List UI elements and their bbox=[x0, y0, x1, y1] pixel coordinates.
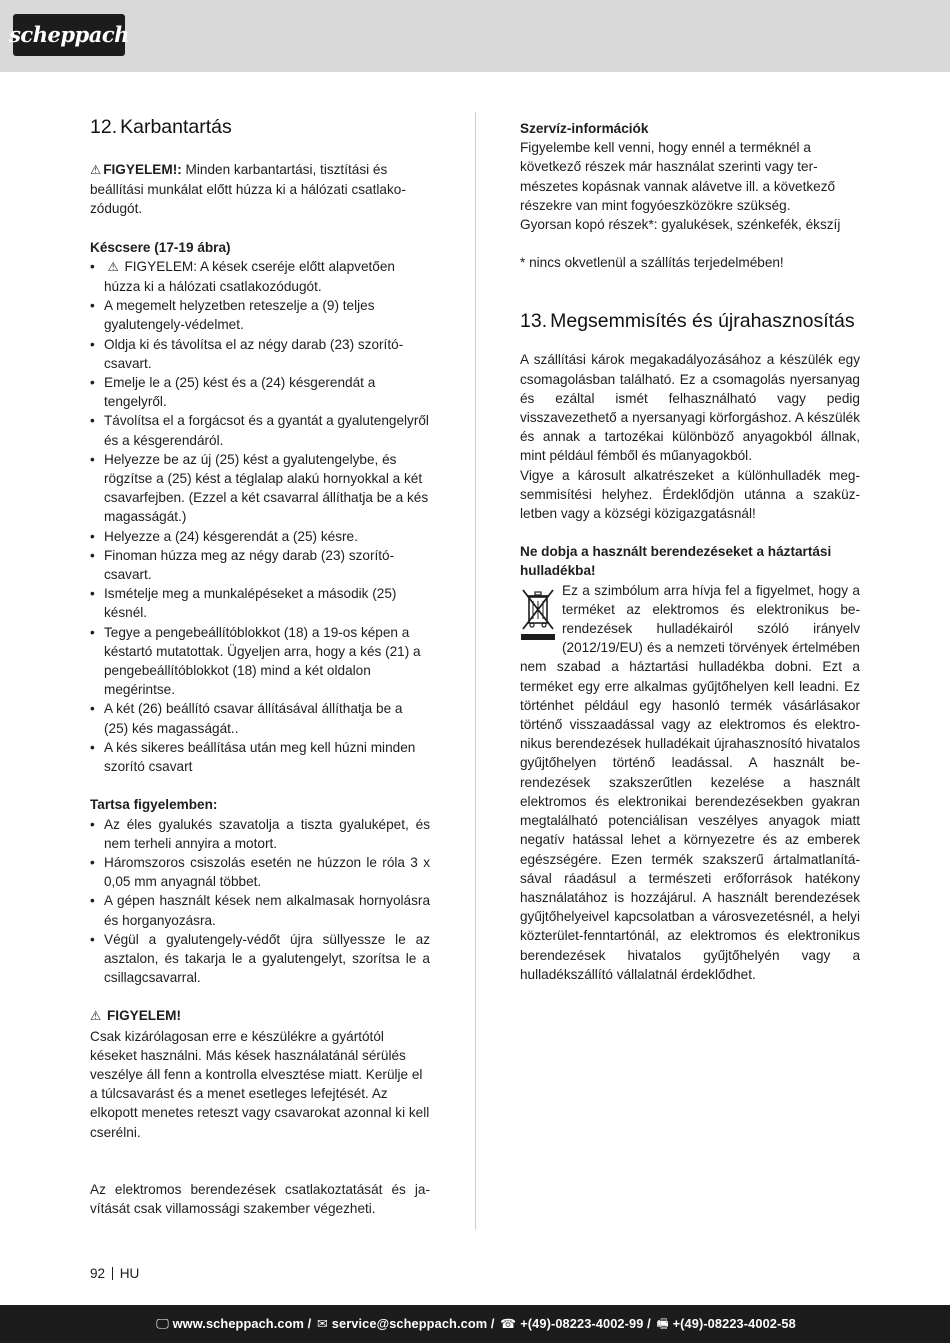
page-number-value: 92 bbox=[90, 1266, 106, 1281]
monitor-icon: 🖵 bbox=[156, 1316, 169, 1332]
list-item: • Finoman húzza meg az négy darab (23) szorítócsavart. bbox=[90, 546, 430, 584]
footer-email-link[interactable]: service@scheppach.com / bbox=[331, 1316, 495, 1332]
weee-heading: Ne dobja a használt berendezéseket a háztartási hulladékba! bbox=[520, 544, 832, 579]
warning-text: Minden karbantartási, tisztítási és beállítási munkálat előtt húzza ki a hálózati csatlakozódugót. bbox=[90, 162, 406, 217]
list-item: • Távolítsa el a forgácsot és a gyantát a gyalutengelyről és a késgerendáról. bbox=[90, 411, 430, 449]
warning-label: FIGYELEM!: bbox=[103, 162, 182, 177]
warning-1 bbox=[90, 160, 430, 219]
page-divider bbox=[112, 1267, 113, 1280]
warning-triangle-icon: ⚠ bbox=[104, 259, 119, 274]
warning-triangle-icon: ⚠ bbox=[90, 1009, 102, 1024]
list-item: • A két (26) beállító csavar állításával állíthatja be a (25) kés magasságát.. bbox=[90, 699, 430, 737]
list-item: • Helyezze a (24) késgerendát a (25) késre. bbox=[90, 527, 430, 546]
column-divider bbox=[475, 112, 476, 1230]
list-item: • Emelje le a (25) kést és a (24) késgerendát a tengelyről. bbox=[90, 373, 430, 411]
disposal-paragraph-2: Vigye a károsult alkatrészeket a különhulladék megsemmisítési helyhez. Érdeklődjön utánna a szaküzletben vagy a községi közigazgatásnál! bbox=[520, 467, 860, 522]
service-text: Figyelembe kell venni, hogy ennél a terméknél a következő részek már használat szerinti vagy természetes kopásnak vannak alávetve ill. a következő részekre van mint fogyóeszközökre szükség. bbox=[520, 140, 836, 213]
footer-phone: +(49)-08223-4002-99 / bbox=[520, 1316, 651, 1332]
left-column bbox=[90, 114, 430, 1218]
warning-triangle-icon: ⚠ bbox=[90, 163, 102, 177]
list-item: • Háromszoros csiszolás esetén ne húzzon le róla 3 x 0,05 mm anyagnál többet. bbox=[90, 853, 430, 891]
list-item: • A megemelt helyzetben reteszelje a (9) teljes gyalutengely-védelmet. bbox=[90, 296, 430, 334]
warning-label: FIGYELEM! bbox=[107, 1008, 182, 1024]
list-item: • Ismételje meg a munkalépéseket a második (25) késnél. bbox=[90, 584, 430, 622]
logo-text: scheppach bbox=[9, 22, 129, 48]
list-item bbox=[90, 257, 430, 296]
footer-bar bbox=[0, 1305, 950, 1343]
section-12-title bbox=[90, 114, 430, 140]
service-heading: Szervíz-információk bbox=[520, 121, 649, 136]
note-heading: Tartsa figyelemben: bbox=[90, 797, 218, 813]
phone-icon: ☎ bbox=[496, 1316, 517, 1332]
weee-block bbox=[520, 581, 860, 984]
page-number bbox=[90, 1264, 139, 1283]
fax-icon: 🖷 bbox=[652, 1316, 669, 1332]
weee-text: Ez a szimbólum arra hívja fel a figyelmet, hogy a terméket az elektromos és elektronikus berendezések hulladékairól szóló irányelv (2012/19/EU) és a nemzeti törvények értelmében nem szabad a háztartási hulladékba dobni. Ezt a terméket egy erre alkalmas gyűjtőhelyen kell leadni. Ez történhet például egy hasonló termék vásárlásakor történő visszaadással vagy az elektromos és elektronikus berendezések hulladékait újrahasznosító hivatalos gyűjtőhelyen történő leadással. A használt berendezések szakszerűtlen kezelése a használt elektromos és elektronikai berendezésekben gyakran megtalálható potenciálisan veszélyes anyagok miatt negatív hatással lehet a környezetre és az emberek egészségére. Ezen termék szakszerű ártalmatlanításával ráadásul a természeti erőforrások hatékony használatához is hozzájárul. A használt berendezések gyűjtőhelyeivel kapcsolatban a városvezetésnél, a helyi közterület-fenntartónál, az elektromos és elektronikus berendezések hivatalos gyűjtőhelyén vagy a hulladékszállító vállalatnál érdeklődhet. bbox=[520, 582, 860, 982]
knife-steps-list bbox=[90, 257, 430, 776]
right-column bbox=[520, 119, 860, 984]
list-item: • A kés sikeres beállítása után meg kell húzni minden szorító csavart bbox=[90, 738, 430, 776]
list-item: • A gépen használt kések nem alkalmasak hornyolásra és horganyozásra. bbox=[90, 891, 430, 929]
list-item: • Az éles gyalukés szavatolja a tiszta gyaluképet, és nem terheli annyira a motort. bbox=[90, 815, 430, 853]
list-item: • Végül a gyalutengely-védőt újra süllyessze le az asztalon, és takarja le a gyalutengelyt, szorítsa le a csillagcsavarral. bbox=[90, 930, 430, 988]
asterisk-note: * nincs okvetlenül a szállítás terjedelmében! bbox=[520, 255, 784, 271]
list-item: • Tegye a pengebeállítóblokkot (18) a 19-os képen a késtartó mutatottak. Ügyeljen arra, hogy a kés (21) a pengebeállítóblokkot (18) mind a két oldalon megérintse. bbox=[90, 623, 430, 700]
list-item: • Oldja ki és távolítsa el az négy darab (23) szorítócsavart. bbox=[90, 335, 430, 373]
warning-2-heading bbox=[90, 1006, 430, 1026]
scheppach-logo[interactable] bbox=[9, 14, 129, 56]
section-number: 13. bbox=[520, 310, 548, 333]
section-number: 12. bbox=[90, 116, 118, 138]
section-title: Karbantartás bbox=[120, 116, 232, 138]
mail-icon: ✉ bbox=[313, 1316, 328, 1332]
section-title: Megsemmisítés és újrahasznosítás bbox=[550, 310, 855, 333]
header-bar bbox=[0, 0, 950, 72]
electrician-note: Az elektromos berendezések csatlakoztatását és javítását csak villamossági szakember végezheti. bbox=[90, 1181, 430, 1216]
section-13-title bbox=[520, 308, 860, 334]
note-list bbox=[90, 815, 430, 988]
warning-2-text: Csak kizárólagosan erre e készülékre a gyártótól késeket használni. Más kések használatánál sérülés veszélye áll fenn a kontrolla elvesztése miatt. Kerülje el a túlcsavarást és a menet esetleges lefejtését. Az elkopott menetes reteszt vagy csavarokat azonnal ki kell cserélni. bbox=[90, 1028, 430, 1140]
knife-heading: Késcsere (17-19 ábra) bbox=[90, 239, 231, 255]
footer-fax: +(49)-08223-4002-58 bbox=[672, 1316, 796, 1332]
list-item-text: FIGYELEM: A kések cseréje előtt alapvetően húzza ki a hálózati csatlakozódugót. bbox=[104, 258, 395, 295]
footer-web-link[interactable]: www.scheppach.com / bbox=[172, 1316, 312, 1332]
list-item: • Helyezze be az új (25) kést a gyalutengelybe, és rögzítse a (25) kést a téglalap alakú hornyokkal a két csavarfejben. (Ezzel a két csavarral állíthatja be a kés magasságát.) bbox=[90, 450, 430, 527]
page-language: HU bbox=[119, 1266, 140, 1281]
wear-parts: Gyorsan kopó részek*: gyalukések, szénkefék, ékszíj bbox=[520, 217, 841, 233]
crossed-bin-icon bbox=[520, 587, 556, 643]
disposal-paragraph-1: A szállítási károk megakadályozásához a készülék egy csomagolásban található. Ez a csomagolás nyersanyag és ezáltal ismét felhasználható vagy pedig visszavezethető a nyersanyagi körforgáshoz. A készülék és annak a tartozékai különböző anyagokból állnak, mint például fémből és műanyagokból. bbox=[520, 352, 860, 464]
